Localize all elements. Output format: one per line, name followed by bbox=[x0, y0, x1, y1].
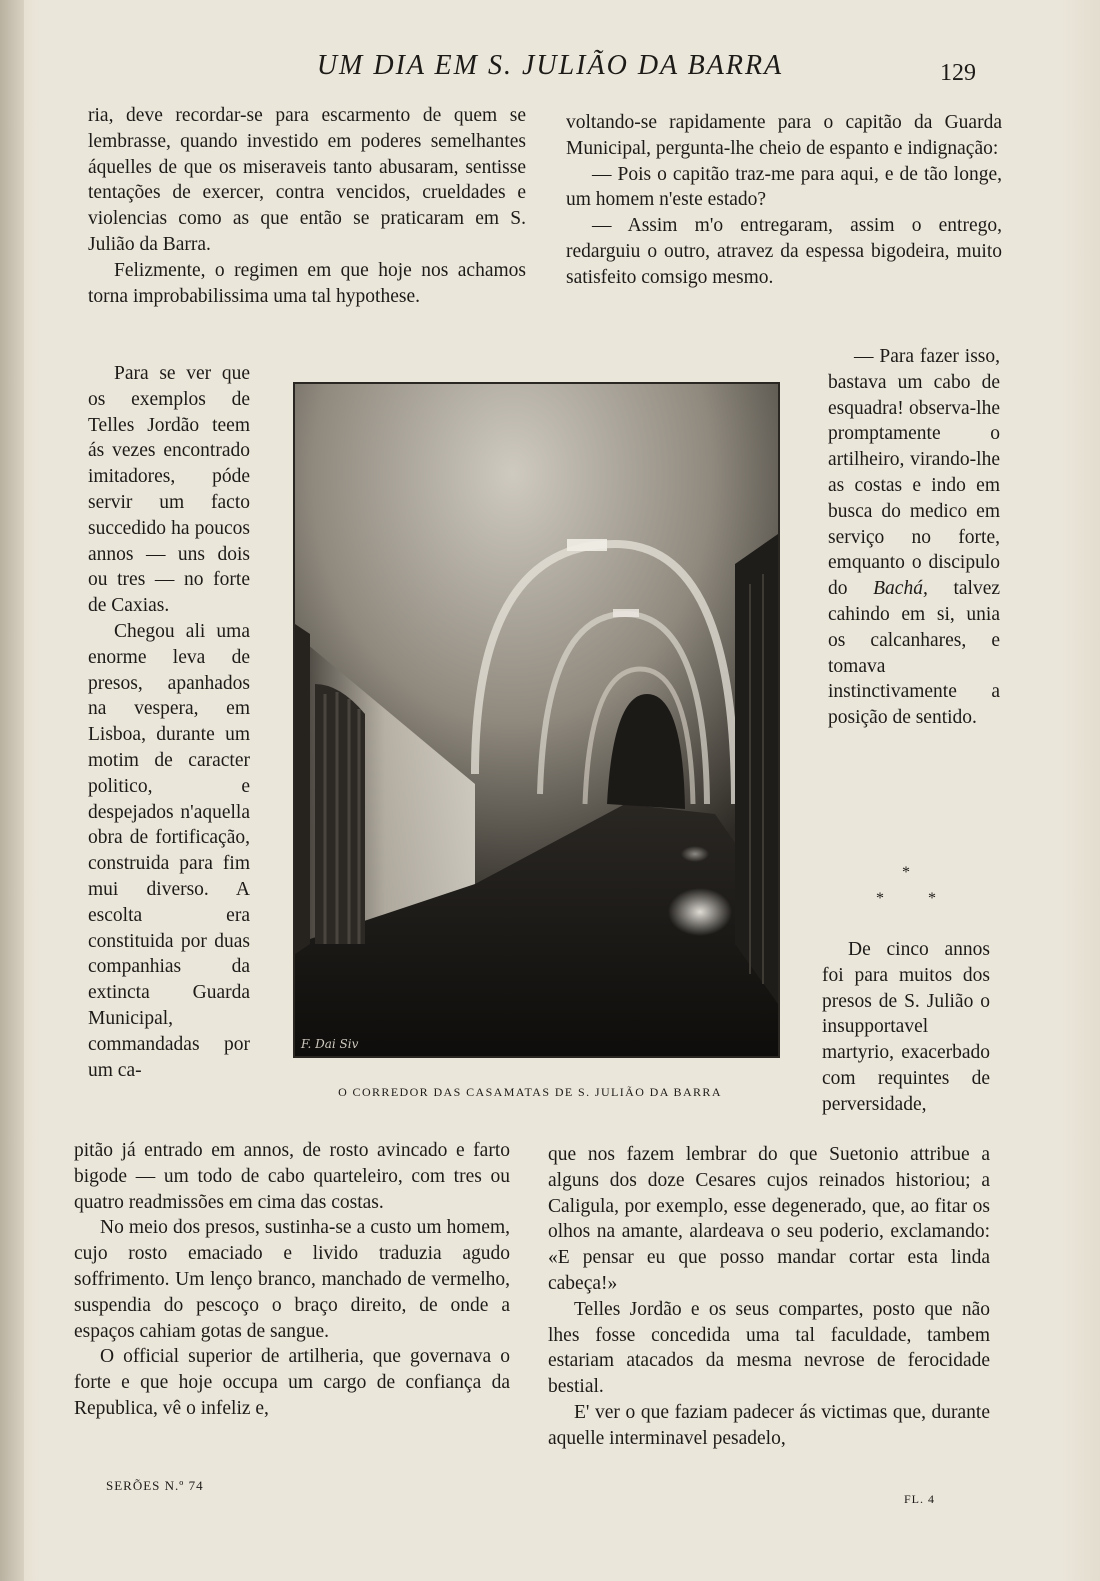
paragraph: De cinco annos foi para muitos dos presos de S. Julião o insupportavel martyrio, exacerbado com requintes de perversidade, bbox=[822, 939, 990, 1115]
light-reflection bbox=[668, 888, 732, 936]
running-title: UM DIA EM S. JULIÃO DA BARRA bbox=[316, 50, 784, 81]
binding-gutter bbox=[0, 0, 24, 1581]
paragraph: Felizmente, o regimen em que hoje nos achamos torna improbabilissima uma tal hypothese. bbox=[88, 259, 526, 307]
left-doorframe bbox=[295, 624, 310, 954]
left-column-top bbox=[88, 103, 526, 309]
engraver-signature: F. Dai Siv bbox=[301, 1037, 359, 1051]
left-column-bottom bbox=[74, 1138, 510, 1422]
asterisk-icon: * bbox=[876, 890, 884, 907]
paragraph: voltando-se rapidamente para o capitão da Guarda Municipal, pergunta-lhe cheio de espanto e indignação: bbox=[566, 112, 1002, 159]
paragraph: Para se ver que os exemplos de Telles Jordão teem ás vezes encontrado imitadores, póde servir um facto succedido ha poucos annos — uns dois ou tres — no forte de Caxias. bbox=[88, 363, 250, 617]
paragraph: E' ver o que faziam padecer ás victimas que, durante aquelle interminavel pesadelo, bbox=[548, 1401, 990, 1449]
ceiling-lamp bbox=[567, 539, 607, 551]
text-run: — Para fazer isso, bastava um cabo de esquadra! observa-lhe promptamente o artilheiro, virando-lhe as costas e indo em busca do medico em serviço no forte, emquanto o discipulo do bbox=[828, 346, 1000, 600]
right-column-narrow-lower bbox=[822, 937, 990, 1118]
text-run: talvez cahindo em si, unia os calcanhares, e tomava instinctivamente a posição de sentido. bbox=[828, 578, 1001, 729]
paragraph: — Assim m'o entregaram, assim o entrego, redarguiu o outro, atravez da espessa bigodeira, muito satisfeito comsigo mesmo. bbox=[566, 215, 1002, 288]
page-number: 129 bbox=[940, 60, 976, 86]
section-break bbox=[874, 864, 938, 914]
corridor-illustration bbox=[295, 384, 778, 1056]
paragraph: — Pois o capitão traz-me para aqui, e de tão longe, um homem n'este estado? bbox=[566, 163, 1002, 211]
paragraph bbox=[828, 344, 1000, 731]
figure-caption: O CORREDOR DAS CASAMATAS DE S. JULIÃO DA BARRA bbox=[338, 1085, 722, 1099]
corridor-photograph bbox=[293, 382, 780, 1058]
paragraph: Chegou ali uma enorme leva de presos, apanhados na vespera, em Lisboa, durante um motim de caracter politico, e despejados n'aquella obra de fortificação, construida para fim mui diverso. A escolta era constituida por duas companhias da extincta Guarda Municipal, commandadas por um ca- bbox=[88, 620, 250, 1081]
right-column-narrow bbox=[828, 344, 1000, 731]
paragraph: pitão já entrado em annos, de rosto avincado e farto bigode — um todo de cabo quarteleiro, com tres ou quatro readmissões em cima das costas. bbox=[74, 1140, 510, 1213]
paragraph: que nos fazem lembrar do que Suetonio attribue a alguns dos doze Cesares cujos reinados historiou; a Caligula, por exemplo, esse degenerado, que, ao fitar os olhos na amante, alardeava o seu poderio, exclamando: «E pensar eu que posso mandar cortar esta linda cabeça!» bbox=[548, 1144, 990, 1294]
paragraph: No meio dos presos, sustinha-se a custo um homem, cujo rosto emaciado e livido traduzia agudo soffrimento. Um lenço branco, manchado de vermelho, suspendia do pescoço o braço direito, de onde a espaços cahiam gotas de sangue. bbox=[74, 1217, 510, 1342]
paragraph: Telles Jordão e os seus compartes, posto que não lhes fosse concedida uma tal faculdade, tambem estariam atacados da mesma nevrose de ferocidade bestial. bbox=[548, 1298, 990, 1398]
footer-issue: SERÕES N.º 74 bbox=[106, 1478, 204, 1493]
right-wall-shadow bbox=[735, 534, 778, 1004]
footer-folio: FL. 4 bbox=[904, 1492, 936, 1506]
light-reflection bbox=[681, 846, 709, 862]
right-column-top bbox=[566, 110, 1002, 291]
ceiling-lamp bbox=[613, 609, 639, 617]
asterisk-icon: * bbox=[902, 864, 910, 881]
italic-word: Bachá, bbox=[873, 578, 928, 600]
left-column-narrow bbox=[88, 361, 250, 1083]
paragraph: ria, deve recordar-se para escarmento de quem se lembrasse, quando investido em poderes semelhantes áquelles de que os miseraveis tanto abusaram, sentisse tentações de exercer, contra vencidos, crueldades e violencias como as que então se praticaram em S. Julião da Barra. bbox=[88, 105, 526, 255]
right-column-bottom bbox=[548, 1142, 990, 1452]
asterisk-icon: * bbox=[928, 890, 936, 907]
paragraph: O official superior de artilheria, que governava o forte e que hoje occupa um cargo de confiança da Republica, vê o infeliz e, bbox=[74, 1346, 510, 1419]
